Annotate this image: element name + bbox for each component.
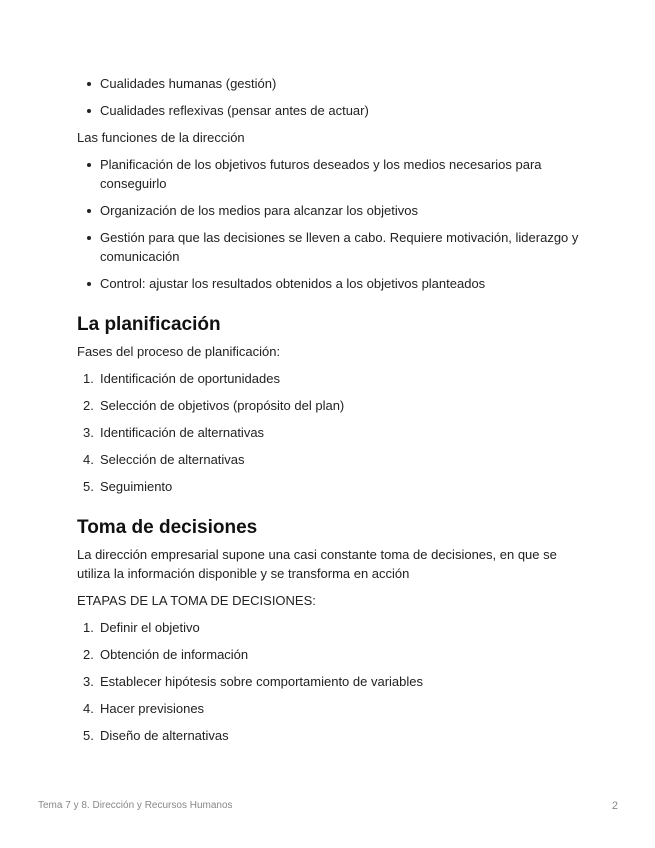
- list-item: [77, 618, 587, 637]
- page-number: 2: [611, 800, 618, 812]
- step-number: 4.: [83, 452, 94, 467]
- document-body: [77, 74, 587, 753]
- decisions-heading: Toma de decisiones: [77, 517, 258, 538]
- list-item: Cualidades reflexivas (pensar antes de actuar): [77, 101, 587, 120]
- list-item: Organización de los medios para alcanzar los objetivos: [77, 201, 587, 220]
- step-number: 2.: [83, 398, 94, 413]
- step-text: Identificación de alternativas: [100, 425, 265, 440]
- list-item: Planificación de los objetivos futuros deseados y los medios necesarios para conseguirlo: [77, 155, 587, 193]
- list-item: [77, 369, 587, 388]
- list-item: Gestión para que las decisiones se lleven a cabo. Requiere motivación, liderazgo y comunicación: [77, 228, 587, 266]
- list-item: [77, 726, 587, 745]
- step-text: Establecer hipótesis sobre comportamiento de variables: [100, 674, 424, 689]
- footer-title: Tema 7 y 8. Dirección y Recursos Humanos: [38, 800, 233, 811]
- step-text: Selección de alternativas: [100, 452, 245, 467]
- step-text: Obtención de información: [100, 647, 249, 662]
- list-item: [77, 699, 587, 718]
- step-number: 1.: [83, 371, 94, 386]
- step-number: 5.: [83, 479, 94, 494]
- step-text: Hacer previsiones: [100, 701, 205, 716]
- planning-intro: Fases del proceso de planificación:: [77, 344, 281, 359]
- step-text: Selección de objetivos (propósito del plan): [100, 398, 345, 413]
- list-item: Cualidades humanas (gestión): [77, 74, 587, 93]
- list-item: [77, 672, 587, 691]
- list-item: [77, 450, 587, 469]
- planning-heading: La planificación: [77, 314, 221, 335]
- step-number: 3.: [83, 425, 94, 440]
- list-item: [77, 396, 587, 415]
- step-text: Identificación de oportunidades: [100, 371, 280, 386]
- list-item: [77, 645, 587, 664]
- step-number: 2.: [83, 647, 94, 662]
- decisions-paragraph: La dirección empresarial supone una casi constante toma de decisiones, en que se utiliza la información disponible y se transforma en acción: [77, 547, 557, 581]
- step-number: 1.: [83, 620, 94, 635]
- step-text: Diseño de alternativas: [100, 728, 229, 743]
- step-number: 3.: [83, 674, 94, 689]
- decision-steps-list: [77, 618, 587, 745]
- list-item: [77, 477, 587, 496]
- list-item: [77, 423, 587, 442]
- stages-title: ETAPAS DE LA TOMA DE DECISIONES:: [77, 593, 316, 608]
- step-text: Seguimiento: [100, 479, 173, 494]
- qualities-list: [77, 74, 587, 120]
- step-number: 4.: [83, 701, 94, 716]
- step-text: Definir el objetivo: [100, 620, 200, 635]
- functions-list: [77, 155, 587, 293]
- step-number: 5.: [83, 728, 94, 743]
- functions-intro: Las funciones de la dirección: [77, 130, 245, 145]
- planning-steps-list: [77, 369, 587, 496]
- list-item: Control: ajustar los resultados obtenidos a los objetivos planteados: [77, 274, 587, 293]
